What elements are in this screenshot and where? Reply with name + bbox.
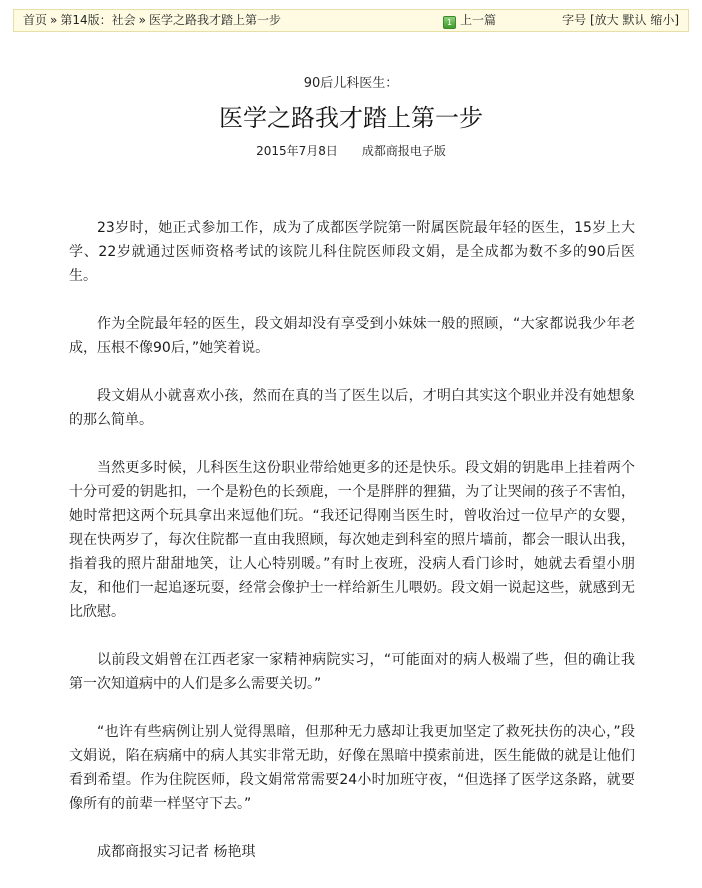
article-paragraph: 作为全院最年轻的医生，段文娟却没有享受到小妹妹一般的照顾，“大家都说我少年老成，压根不像90后，”她笑着说。 (69, 316, 635, 356)
previous-article-link[interactable] (443, 10, 496, 31)
breadcrumb-home-link[interactable]: 首页 (23, 13, 48, 27)
font-enlarge-button[interactable]: [放大 (589, 13, 619, 27)
article-paragraph: “也许有些病例让别人觉得黑暗，但那种无力感却让我更加坚定了救死扶伤的决心，”段文娟说，陷在病痛中的病人其实非常无助，好像在黑暗中摸索前进，医生能做的就是让他们看到希望。作为住院医师，段文娟常常需要24小时加班守夜，“但选择了医学这条路，就要像所有的前辈一样坚守下去。” (69, 724, 635, 812)
article-paragraph: 以前段文娟曾在江西老家一家精神病院实习，“可能面对的病人极端了些，但的确让我第一次知道病中的人们是多么需要关切。” (69, 652, 635, 692)
previous-number-icon: 1 (443, 16, 456, 29)
font-shrink-button[interactable]: 缩小] (650, 13, 679, 27)
breadcrumb-separator: » (50, 13, 58, 27)
breadcrumb-section-link[interactable]: 第14版：社会 (60, 13, 136, 27)
breadcrumb (23, 10, 281, 31)
article-title: 医学之路我才踏上第一步 (219, 104, 483, 132)
top-toolbar (13, 9, 689, 32)
article-date: 2015年7月8日 (256, 144, 338, 158)
article-paragraph: 当然更多时候，儿科医生这份职业带给她更多的还是快乐。段文娟的钥匙串上挂着两个十分可爱的钥匙扣，一个是粉色的长颈鹿，一个是胖胖的狸猫，为了让哭闹的孩子不害怕，她时常把这两个玩具拿出来逗他们玩。“我还记得刚当医生时，曾收治过一位早产的女婴，现在快两岁了，每次住院都一直由我照顾，每次她走到科室的照片墙前，都会一眼认出我，指着我的照片甜甜地笑，让人心特别暖。”有时上夜班，没病人看门诊时，她就去看望小朋友，和他们一起追逐玩耍，经常会像护士一样给新生儿喂奶。段文娟一说起这些，就感到无比欣慰。 (69, 460, 635, 620)
article-paragraph: 23岁时，她正式参加工作，成为了成都医学院第一附属医院最年轻的医生，15岁上大学、22岁就通过医师资格考试的该院儿科住院医师段文娟，是全成都为数不多的90后医生。 (69, 220, 635, 284)
font-default-button[interactable]: 默认 (622, 13, 647, 27)
article-paragraph: 段文娟从小就喜欢小孩，然而在真的当了医生以后，才明白其实这个职业并没有她想象的那么简单。 (69, 388, 635, 428)
article-subhead: 90后儿科医生： (303, 76, 399, 91)
article-meta (0, 142, 702, 159)
previous-article-label: 上一篇 (460, 13, 497, 27)
breadcrumb-separator: » (138, 13, 146, 27)
breadcrumb-current: 医学之路我才踏上第一步 (148, 13, 281, 27)
article-body (69, 216, 635, 888)
article-source: 成都商报电子版 (361, 144, 446, 158)
font-size-label: 字号 (562, 13, 587, 27)
article-signature: 成都商报实习记者 杨艳琪 (97, 844, 256, 860)
font-size-controls (562, 10, 679, 31)
